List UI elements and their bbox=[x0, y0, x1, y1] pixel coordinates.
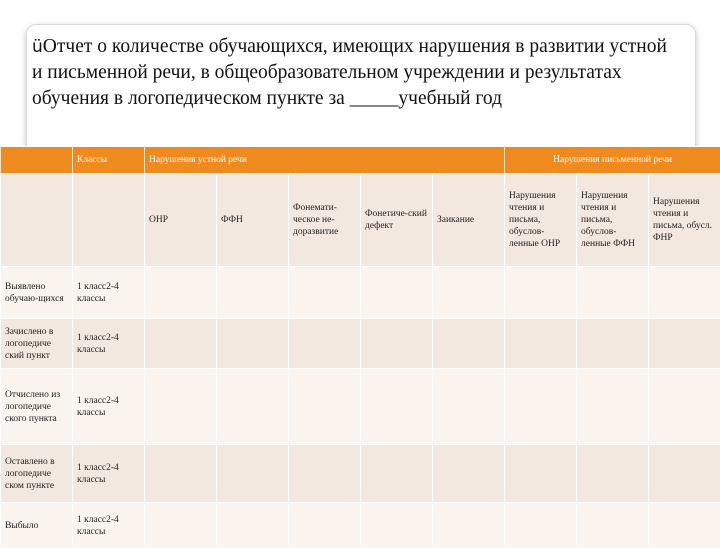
subheader-empty-cell bbox=[73, 174, 145, 267]
report-table bbox=[0, 146, 720, 549]
data-cell bbox=[577, 369, 649, 445]
row-label: Выявлено обучаю-щихся bbox=[1, 267, 73, 319]
row-classes: 1 класс2-4 классы bbox=[73, 267, 145, 319]
data-cell bbox=[217, 369, 289, 445]
header-oral-speech: Нарушения устной речи bbox=[145, 147, 505, 174]
data-cell bbox=[505, 267, 577, 319]
slide-title bbox=[32, 34, 682, 112]
table-row bbox=[1, 445, 720, 503]
data-cell bbox=[289, 445, 361, 503]
data-cell bbox=[145, 503, 217, 549]
header-written-speech: Нарушения письменной речи bbox=[505, 147, 720, 174]
data-cell bbox=[145, 267, 217, 319]
title-text: Отчет о количестве обучающихся, имеющих нарушения в развитии устной и письменной речи, в общеобразовательном учреждении и результатах обучения в логопедическом пункте за _____учебный год bbox=[32, 36, 667, 109]
row-label: Зачислено в логопедиче ский пункт bbox=[1, 319, 73, 369]
row-classes: 1 класс2-4 классы bbox=[73, 445, 145, 503]
row-classes: 1 класс2-4 классы bbox=[73, 369, 145, 445]
data-cell bbox=[433, 503, 505, 549]
subheader-cell: ФФН bbox=[217, 174, 289, 267]
data-cell bbox=[433, 319, 505, 369]
subheader-cell: Нарушения чтения и письма, обуслов-ленные ФФН bbox=[577, 174, 649, 267]
data-cell bbox=[433, 267, 505, 319]
data-cell bbox=[217, 319, 289, 369]
table-header-row bbox=[1, 147, 720, 174]
data-cell bbox=[433, 369, 505, 445]
row-label: Отчислено из логопедиче ского пункта bbox=[1, 369, 73, 445]
data-cell bbox=[217, 445, 289, 503]
subheader-empty-cell bbox=[1, 174, 73, 267]
data-cell bbox=[649, 369, 720, 445]
data-cell bbox=[577, 319, 649, 369]
header-classes: Классы bbox=[73, 147, 145, 174]
data-cell bbox=[361, 445, 433, 503]
data-cell bbox=[289, 369, 361, 445]
data-cell bbox=[505, 319, 577, 369]
data-cell bbox=[361, 503, 433, 549]
subheader-cell: ОНР bbox=[145, 174, 217, 267]
data-cell bbox=[649, 503, 720, 549]
row-classes: 1 класс2-4 классы bbox=[73, 319, 145, 369]
data-cell bbox=[361, 267, 433, 319]
row-label: Выбыло bbox=[1, 503, 73, 549]
data-cell bbox=[289, 503, 361, 549]
data-cell bbox=[577, 503, 649, 549]
subheader-cell: Фонетиче-ский дефект bbox=[361, 174, 433, 267]
data-cell bbox=[217, 503, 289, 549]
subheader-cell: Фонемати-ческое не-доразвитие bbox=[289, 174, 361, 267]
data-cell bbox=[505, 445, 577, 503]
data-cell bbox=[433, 445, 505, 503]
row-label: Оставлено в логопедиче ском пункте bbox=[1, 445, 73, 503]
checkmark-icon: ü bbox=[32, 37, 43, 57]
subheader-cell: Заикание bbox=[433, 174, 505, 267]
data-cell bbox=[649, 267, 720, 319]
data-cell bbox=[649, 319, 720, 369]
data-cell bbox=[145, 445, 217, 503]
table-row bbox=[1, 267, 720, 319]
data-cell bbox=[145, 319, 217, 369]
table-subheader-row bbox=[1, 174, 720, 267]
data-cell bbox=[289, 319, 361, 369]
subheader-cell: Нарушения чтения и письма, обусл. ФНР bbox=[649, 174, 720, 267]
header-empty-cell bbox=[1, 147, 73, 174]
row-classes: 1 класс2-4 классы bbox=[73, 503, 145, 549]
subheader-cell: Нарушения чтения и письма, обуслов-ленные ОНР bbox=[505, 174, 577, 267]
table-row bbox=[1, 369, 720, 445]
data-cell bbox=[361, 369, 433, 445]
data-cell bbox=[145, 369, 217, 445]
data-cell bbox=[361, 319, 433, 369]
data-cell bbox=[577, 267, 649, 319]
data-cell bbox=[505, 503, 577, 549]
data-cell bbox=[577, 445, 649, 503]
data-cell bbox=[649, 445, 720, 503]
data-cell bbox=[289, 267, 361, 319]
table-row bbox=[1, 503, 720, 549]
data-cell bbox=[217, 267, 289, 319]
table-row bbox=[1, 319, 720, 369]
data-cell bbox=[505, 369, 577, 445]
